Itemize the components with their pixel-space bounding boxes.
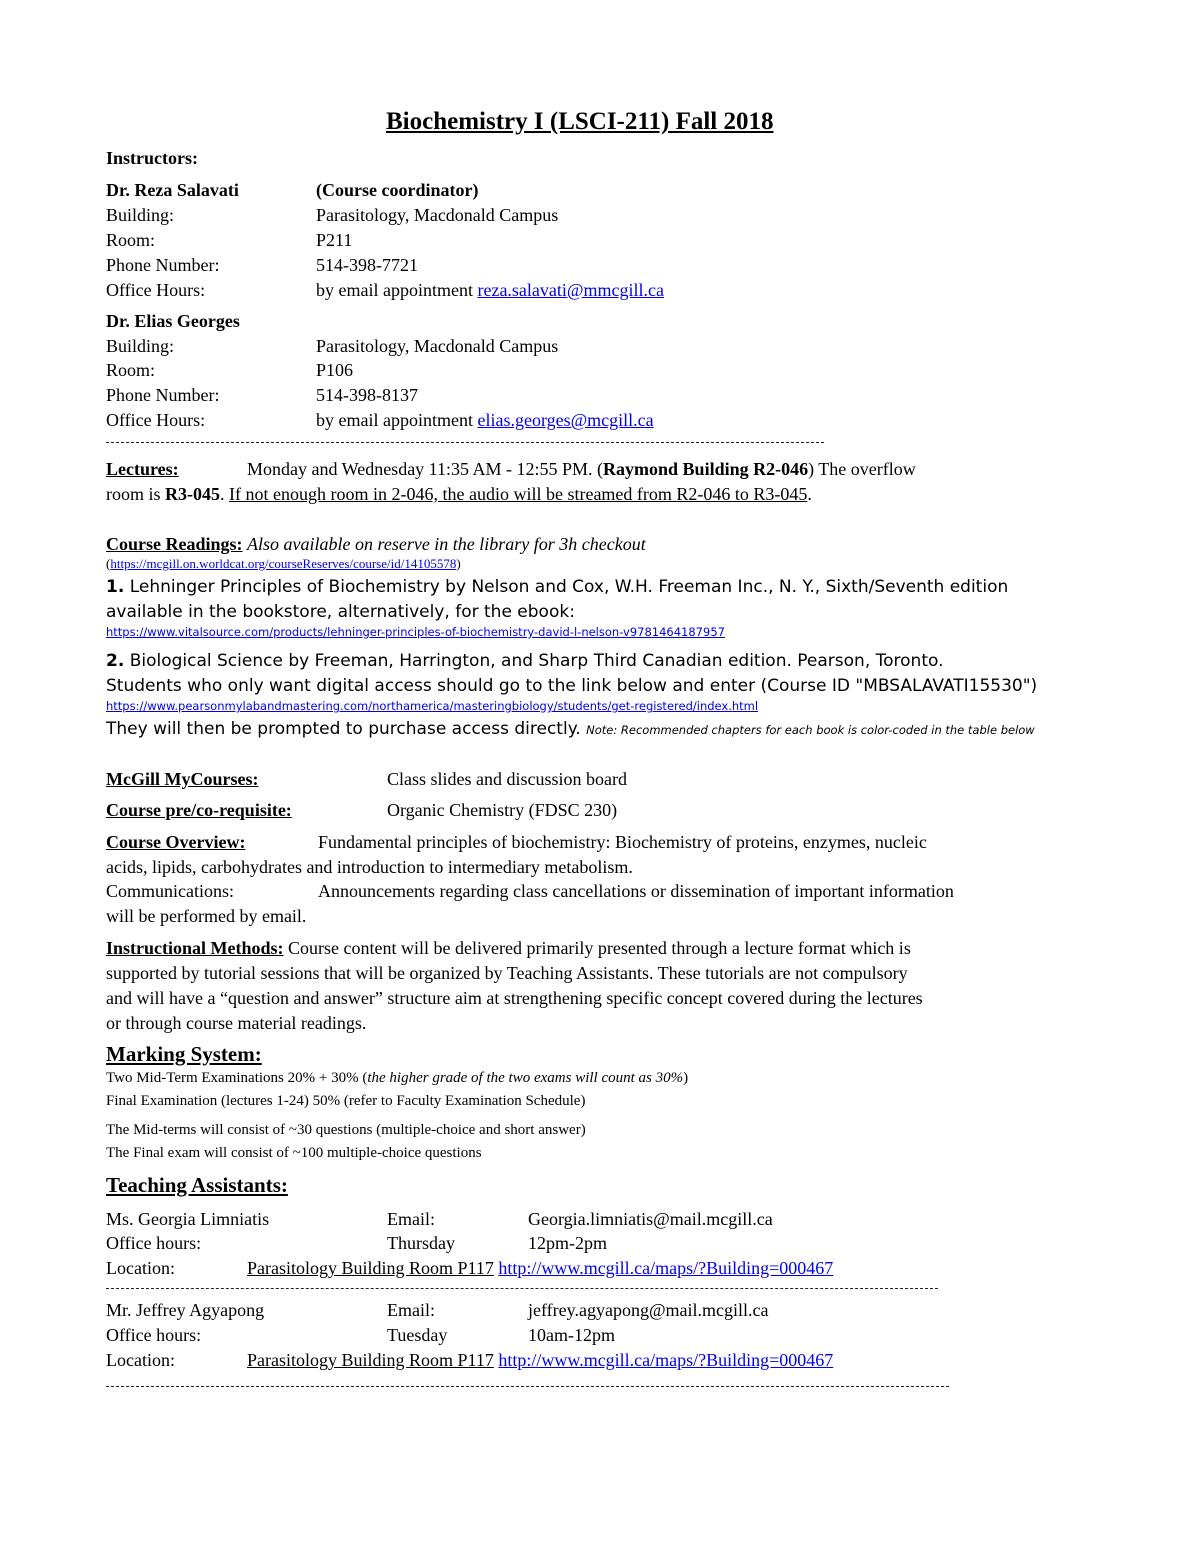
- office-hours-label: Office hours:: [106, 1233, 202, 1253]
- book2-line2: Students who only want digital access should go to the link below and enter (Course ID "MBSALAVATI15530"): [106, 676, 1038, 696]
- instructional-line2: supported by tutorial sessions that will be organized by Teaching Assistants. These tutorials are not compulsory: [106, 963, 908, 983]
- ta2-time: 10am-12pm: [528, 1325, 615, 1345]
- office-hours-label: Office hours:: [106, 1325, 202, 1345]
- ebook-link[interactable]: https://www.vitalsource.com/products/lehninger-principles-of-biochemistry-david-l-nelson-v9781464187957: [106, 625, 725, 639]
- divider: [106, 442, 824, 443]
- instructor1-email-link[interactable]: reza.salavati@mmcgill.ca: [477, 280, 664, 300]
- location-label: Location:: [106, 1350, 175, 1370]
- divider: [106, 1386, 949, 1387]
- audio-stream-note: If not enough room in 2-046, the audio will be streamed from R2-046 to R3-045: [229, 484, 808, 504]
- book2-line1: [106, 649, 944, 673]
- ta2-email: jeffrey.agyapong@mail.mcgill.ca: [528, 1300, 769, 1320]
- midterm-note: the higher grade of the two exams will count as 30%: [367, 1070, 684, 1086]
- book1-line2: available in the bookstore, alternatively, for the ebook:: [106, 602, 575, 622]
- purchase-text: They will then be prompted to purchase access directly.: [106, 719, 581, 739]
- overflow-room-text: room is: [106, 484, 166, 504]
- ta1-email: Georgia.limniatis@mail.mcgill.ca: [528, 1209, 773, 1229]
- divider: [106, 1288, 938, 1289]
- readings-note: Also available on reserve in the library for 3h checkout: [247, 534, 646, 554]
- instructor2-office-hours: [316, 408, 654, 432]
- building-label: Building:: [106, 205, 175, 225]
- instructors-heading: Instructors:: [106, 148, 198, 168]
- ta2-day: Tuesday: [387, 1325, 448, 1345]
- instructor1-role: (Course coordinator): [316, 180, 479, 200]
- lectures-time: Monday and Wednesday 11:35 AM - 12:55 PM. (: [247, 459, 604, 479]
- book1-line1: [106, 575, 1008, 599]
- readings-heading: [106, 532, 646, 556]
- office-hours-label: Office Hours:: [106, 280, 206, 300]
- book2-number: 2.: [106, 651, 125, 671]
- readings-label: Course Readings:: [106, 534, 243, 554]
- prereq-value: Organic Chemistry (FDSC 230): [387, 800, 618, 820]
- marking-line2: Final Examination (lectures 1-24) 50% (refer to Faculty Examination Schedule): [106, 1093, 586, 1109]
- room-label: Room:: [106, 230, 156, 250]
- marking-line4: The Final exam will consist of ~100 multiple-choice questions: [106, 1145, 482, 1161]
- chapters-note: Note: Recommended chapters for each book is color-coded in the table below: [586, 723, 1035, 737]
- page-title: Biochemistry I (LSCI-211) Fall 2018: [386, 108, 774, 135]
- instructor1-office-hours: [316, 278, 664, 302]
- communications-line2: will be performed by email.: [106, 906, 307, 926]
- phone-label: Phone Number:: [106, 255, 220, 275]
- location-label: Location:: [106, 1258, 175, 1278]
- ta1-time: 12pm-2pm: [528, 1233, 607, 1253]
- lectures-line1: [247, 457, 916, 481]
- ta2-location: [247, 1348, 833, 1372]
- reserve-link-line: (https://mcgill.on.worldcat.org/courseReserves/course/id/14105578): [106, 556, 461, 571]
- midterm-weights: Two Mid-Term Examinations 20% + 30% (: [106, 1070, 368, 1086]
- instructor1-building: Parasitology, Macdonald Campus: [316, 205, 559, 225]
- overflow-room: R3-045: [165, 484, 221, 504]
- instructor2-phone: 514-398-8137: [316, 385, 418, 405]
- communications-line1: Announcements regarding class cancellations or dissemination of important information: [318, 881, 954, 901]
- mycourses-value: Class slides and discussion board: [387, 769, 627, 789]
- book1-citation: Lehninger Principles of Biochemistry by Nelson and Cox, W.H. Freeman Inc., N. Y., Sixth/Seventh edition: [129, 577, 1009, 597]
- book2-link: [106, 698, 758, 714]
- instructor1-phone: 514-398-7721: [316, 255, 418, 275]
- overview-label: Course Overview:: [106, 832, 246, 852]
- phone-label: Phone Number:: [106, 385, 220, 405]
- reserve-link[interactable]: https://mcgill.on.worldcat.org/courseReserves/course/id/14105578: [110, 556, 457, 571]
- instructor1-room: P211: [316, 230, 353, 250]
- ta2-room: Parasitology Building Room P117: [247, 1350, 494, 1370]
- overview-line1: Fundamental principles of biochemistry: Biochemistry of proteins, enzymes, nucleic: [318, 832, 927, 852]
- building-label: Building:: [106, 336, 175, 356]
- punctuation: .: [807, 484, 812, 504]
- email-label: Email:: [387, 1209, 435, 1229]
- marking-label: Marking System:: [106, 1042, 262, 1066]
- instructor2-name: Dr. Elias Georges: [106, 311, 240, 331]
- lectures-overflow-text: ) The overflow: [808, 459, 916, 479]
- ta1-location: [247, 1256, 833, 1280]
- ta2-name: Mr. Jeffrey Agyapong: [106, 1300, 265, 1320]
- instructor2-room: P106: [316, 360, 354, 380]
- lectures-line2: [106, 482, 812, 506]
- instructor2-building: Parasitology, Macdonald Campus: [316, 336, 559, 356]
- tas-label: Teaching Assistants:: [106, 1173, 288, 1197]
- lectures-label: Lectures:: [106, 459, 179, 479]
- instructor2-email-link[interactable]: elias.georges@mcgill.ca: [477, 410, 654, 430]
- ta2-map-link[interactable]: http://www.mcgill.ca/maps/?Building=000467: [498, 1350, 834, 1370]
- ta1-name: Ms. Georgia Limniatis: [106, 1209, 270, 1229]
- overview-line2: acids, lipids, carbohydrates and introduction to intermediary metabolism.: [106, 857, 633, 877]
- office-hours-text: by email appointment: [316, 410, 473, 430]
- mycourses-label: McGill MyCourses:: [106, 769, 259, 789]
- office-hours-label: Office Hours:: [106, 410, 206, 430]
- office-hours-text: by email appointment: [316, 280, 473, 300]
- instructional-text: Course content will be delivered primarily presented through a lecture format which is: [283, 938, 911, 958]
- punctuation: .: [220, 484, 230, 504]
- prereq-label: Course pre/co-requisite:: [106, 800, 292, 820]
- book1-link: [106, 624, 725, 640]
- instructional-line3: and will have a “question and answer” structure aim at strengthening specific concept covered during the lectures: [106, 988, 923, 1008]
- book1-number: 1.: [106, 577, 125, 597]
- ta1-map-link[interactable]: http://www.mcgill.ca/maps/?Building=000467: [498, 1258, 834, 1278]
- instructional-line1: [106, 936, 911, 960]
- communications-label: Communications:: [106, 881, 234, 901]
- punctuation: ): [683, 1070, 689, 1086]
- instructional-line4: or through course material readings.: [106, 1013, 367, 1033]
- instructor1-name: Dr. Reza Salavati: [106, 180, 239, 200]
- lectures-building: Raymond Building R2-046: [603, 459, 809, 479]
- ta1-room: Parasitology Building Room P117: [247, 1258, 494, 1278]
- purchase-line: [106, 717, 1035, 742]
- room-label: Room:: [106, 360, 156, 380]
- mastering-link[interactable]: https://www.pearsonmylabandmastering.com/northamerica/masteringbiology/students/get-registered/index.html: [106, 699, 759, 713]
- ta1-day: Thursday: [387, 1233, 455, 1253]
- marking-line1: [106, 1068, 688, 1088]
- marking-line3: The Mid-terms will consist of ~30 questions (multiple-choice and short answer): [106, 1122, 586, 1138]
- book2-citation: Biological Science by Freeman, Harrington, and Sharp Third Canadian edition. Pearson, Toronto.: [129, 651, 944, 671]
- instructional-label: Instructional Methods:: [106, 938, 284, 958]
- email-label: Email:: [387, 1300, 435, 1320]
